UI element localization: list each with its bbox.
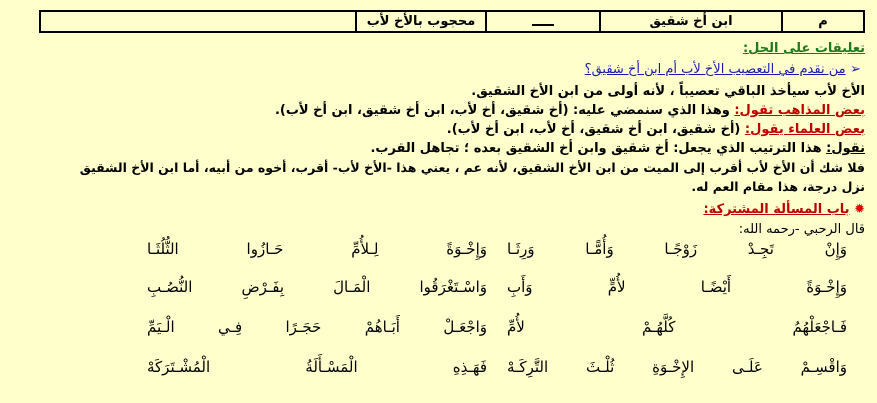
table-row <box>40 11 864 32</box>
blank-line <box>532 13 554 26</box>
poem-second-hemistich: وَإِخْـوَةً لِـلأُمِّ حَـازُوا الثُّلُثَـا <box>147 240 487 258</box>
poem-second-hemistich: وَاسْـتَغْرَقُوا الْمَـالَ بِفَـرْضِ النُّصُـبِ <box>147 278 487 296</box>
star-bullet-icon: ✹ <box>854 202 865 217</box>
line-4-text: هذا الترتيب الذي يجعل: أخ شقيق وابن أخ الشقيق بعده ؛ تجاهل القرب. <box>370 141 827 156</box>
poem-first-hemistich: وَاقْسِـمْ عَلَـى الإِخْـوَةِ ثُلْـثَ التَّرِكَـهْ <box>507 358 847 376</box>
share-cell <box>486 11 600 32</box>
comments-heading-line <box>8 40 865 57</box>
arrow-bullet-icon: ➢ <box>850 62 861 77</box>
poem-verse <box>147 240 847 266</box>
line-6: نزل درجة، هذا مقام العم له. <box>691 179 865 194</box>
section-title: باب المسألة المشتركة: <box>703 202 850 217</box>
poem-first-hemistich: وَإِخْـوَةً أَيْضًـا لأُمٍّ وَأَبِ <box>507 278 847 296</box>
poem-verse <box>147 358 847 384</box>
question-line <box>8 61 861 78</box>
comments-heading: تعليقات على الحل: <box>742 41 865 56</box>
line-4 <box>8 140 865 157</box>
heir-table <box>39 10 865 33</box>
poem-first-hemistich: فَـاجْعَلْهُمُ كُلَّهُـمْ لأُمِّ <box>507 318 847 336</box>
poem-second-hemistich: وَاجْعَـلْ أَبَـاهُمْ حَجَـرًا فِـي الْـيَمِّ <box>147 318 487 336</box>
poet-line: قال الرحبي -رحمه الله: <box>738 222 865 237</box>
line-2-label: بعض المذاهب تقول: <box>734 103 865 118</box>
line-3 <box>8 121 865 138</box>
heir-cell: ابن أخ شقيق <box>600 11 782 32</box>
empty-cell <box>40 11 356 32</box>
question-text: من نقدم في التعصيب الأخ لأب أم ابن أخ شقيق؟ <box>584 62 846 77</box>
line-5: فلا شك أن الأخ لأب أقرب إلى الميت من ابن الأخ الشقيق، لأنه عم ، يعني هذا -الأخ لأب- أقرب، أخوه من أبيه، أما ابن الأخ الشقيق <box>79 160 865 175</box>
line-3-label: بعض العلماء يقول: <box>744 122 865 137</box>
line-3-text: (أخ شقيق، ابن أخ شقيق، أخ لأب، ابن أخ لأب). <box>446 122 745 137</box>
line-2 <box>8 102 865 119</box>
poem-verse <box>147 318 847 344</box>
poem-second-hemistich: فَهَـذِهِ الْمَسْـأَلَةُ الْمُشْـتَرَكَهْ <box>147 358 487 376</box>
result-cell: محجوب بالأخ لأب <box>356 11 486 32</box>
line-4-label: نقول: <box>826 141 865 156</box>
poem-verse <box>147 278 847 304</box>
number-cell: م <box>782 11 864 32</box>
line-1: الأخ لأب سيأخذ الباقي تعصيباً ، لأنه أولى من ابن الأخ الشقيق. <box>471 84 865 99</box>
poem-first-hemistich: وَإِنْ تَجِـدْ زَوْجًـا وَأُمًّـا وَرِثَـا <box>507 240 847 258</box>
section-title-line <box>8 201 865 218</box>
line-2-text: وهذا الذي سنمضي عليه: (أخ شقيق، أخ لأب، ابن أخ شقيق، ابن أخ لأب). <box>274 103 735 118</box>
